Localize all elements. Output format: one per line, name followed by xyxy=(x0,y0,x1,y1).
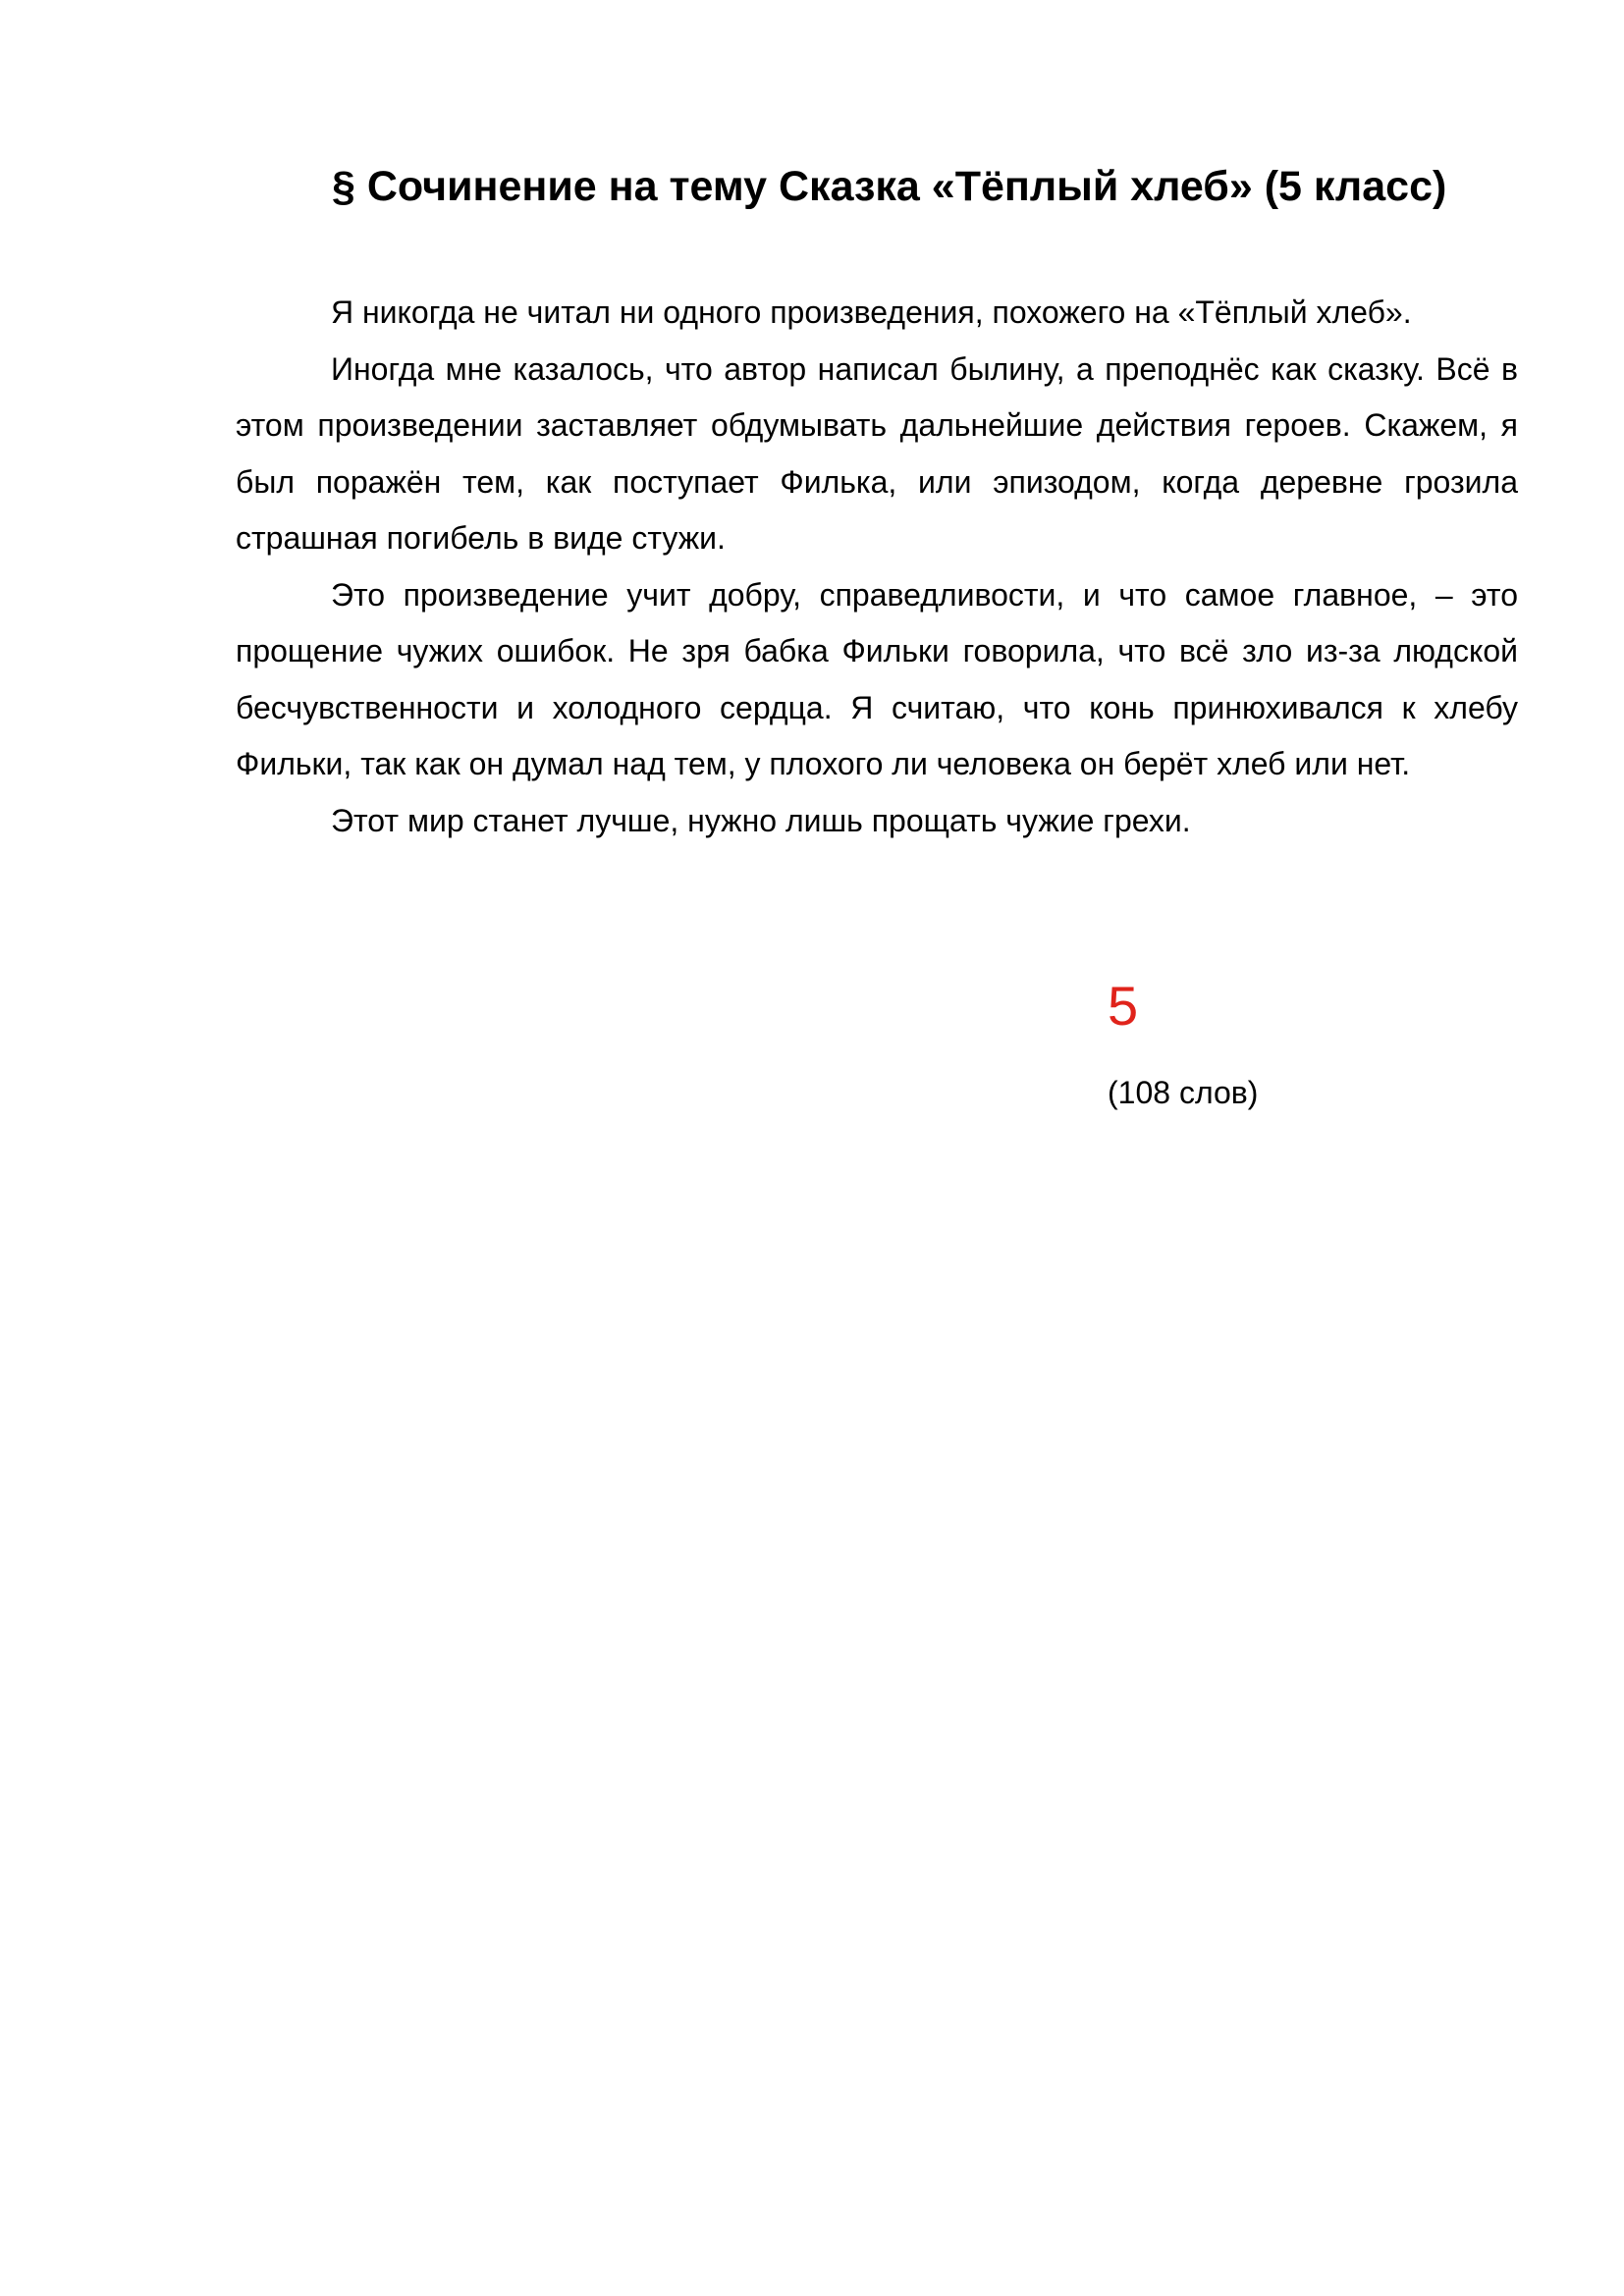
page-title: § Сочинение на тему Сказка «Тёплый хлеб» (5 класс) xyxy=(332,163,1447,210)
grade-mark: 5 xyxy=(1108,975,1139,1037)
essay-body xyxy=(236,285,1518,849)
word-count: (108 слов) xyxy=(1108,1075,1259,1110)
paragraph-3: Это произведение учит добру, справедливости, и что самое главное, – это прощение чужих ошибок. Не зря бабка Фильки говорила, что всё зло из-за людской бесчувственности и холодного сердца. Я считаю, что конь принюхивался к хлебу Фильки, так как он думал над тем, у плохого ли человека он берёт хлеб или нет. xyxy=(236,576,1518,781)
paragraph-2: Иногда мне казалось, что автор написал былину, а преподнёс как сказку. Всё в этом произведении заставляет обдумывать дальнейшие действия героев. Скажем, я был поражён тем, как поступает Филька, или эпизодом, когда деревне грозила страшная погибель в виде стужи. xyxy=(236,350,1518,556)
paragraph-4: Этот мир станет лучше, нужно лишь прощать чужие грехи. xyxy=(331,802,1191,838)
paragraph-1: Я никогда не читал ни одного произведения, похожего на «Тёплый хлеб». xyxy=(331,294,1412,330)
